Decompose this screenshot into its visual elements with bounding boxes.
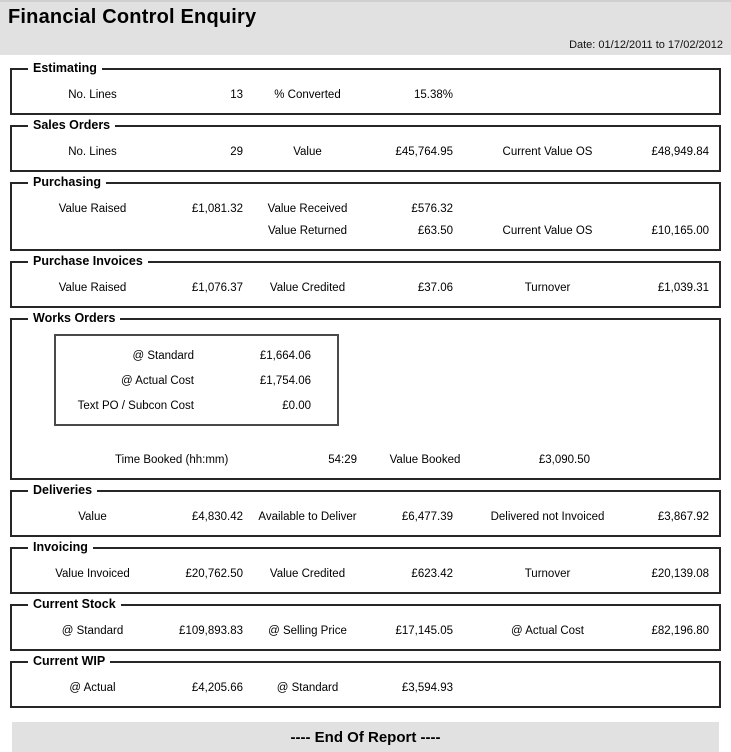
page-title: Financial Control Enquiry xyxy=(8,6,257,28)
purchasing-current-value-os-value: £10,165.00 xyxy=(651,225,709,237)
invoicing-value-invoiced-value: £20,762.50 xyxy=(185,568,243,580)
wo-actual-cost-value: £1,754.06 xyxy=(259,374,311,387)
wo-text-po-subcon-row xyxy=(56,393,337,418)
wo-text-po-subcon-label: Text PO / Subcon Cost xyxy=(77,399,194,412)
current-stock-row xyxy=(20,620,711,642)
stock-selling-price-value: £17,145.05 xyxy=(395,625,453,637)
section-invoicing-title: Invoicing xyxy=(28,540,93,554)
section-current-wip xyxy=(10,654,721,708)
section-current-stock xyxy=(10,597,721,651)
sales-current-value-os-value: £48,949.84 xyxy=(651,146,709,158)
estimating-no-lines-value: 13 xyxy=(230,89,243,101)
deliveries-value-label: Value xyxy=(78,511,107,523)
purchasing-row-1 xyxy=(20,198,711,220)
invoicing-turnover-label: Turnover xyxy=(524,568,571,580)
deliveries-available-label: Available to Deliver xyxy=(258,511,357,523)
report-body xyxy=(0,55,731,708)
section-estimating xyxy=(10,61,721,115)
invoicing-turnover-value: £20,139.08 xyxy=(651,568,709,580)
wo-standard-value: £1,664.06 xyxy=(259,349,311,362)
section-works-orders xyxy=(10,311,721,480)
deliveries-value-value: £4,830.42 xyxy=(191,511,243,523)
wo-standard-row xyxy=(56,343,337,368)
wo-value-booked-value: £3,090.50 xyxy=(538,454,590,466)
deliveries-not-invoiced-value: £3,867.92 xyxy=(657,511,709,523)
current-wip-row xyxy=(20,677,711,699)
wo-time-booked-value: 54:29 xyxy=(328,454,357,466)
header-band xyxy=(0,0,731,55)
pi-turnover-value: £1,039.31 xyxy=(657,282,709,294)
pi-value-credited-label: Value Credited xyxy=(269,282,346,294)
purchasing-value-received-label: Value Received xyxy=(267,203,348,215)
invoicing-value-invoiced-label: Value Invoiced xyxy=(55,568,130,580)
pi-value-credited-value: £37.06 xyxy=(417,282,453,294)
works-orders-time-row xyxy=(20,449,711,471)
wo-actual-cost-row xyxy=(56,368,337,393)
sales-no-lines-label: No. Lines xyxy=(68,146,117,158)
sales-value-label: Value xyxy=(293,146,322,158)
sales-no-lines-value: 29 xyxy=(230,146,243,158)
pi-turnover-label: Turnover xyxy=(524,282,571,294)
section-current-stock-title: Current Stock xyxy=(28,597,121,611)
wo-time-booked-label: Time Booked (hh:mm) xyxy=(115,454,229,466)
purchasing-value-received-value: £576.32 xyxy=(411,203,453,215)
wip-standard-value: £3,594.93 xyxy=(401,682,453,694)
sales-value-value: £45,764.95 xyxy=(395,146,453,158)
wo-standard-label: @ Standard xyxy=(132,349,194,362)
wip-actual-label: @ Actual xyxy=(69,682,116,694)
invoicing-value-credited-value: £623.42 xyxy=(411,568,453,580)
section-sales-orders xyxy=(10,118,721,172)
section-deliveries xyxy=(10,483,721,537)
end-of-report-text: ---- End Of Report ---- xyxy=(290,728,441,746)
deliveries-available-value: £6,477.39 xyxy=(401,511,453,523)
invoicing-value-credited-label: Value Credited xyxy=(269,568,346,580)
purchasing-value-raised-label: Value Raised xyxy=(58,203,127,215)
deliveries-row xyxy=(20,506,711,528)
estimating-pct-converted-value: 15.38% xyxy=(413,89,453,101)
end-of-report-band xyxy=(12,722,719,752)
purchasing-value-raised-value: £1,081.32 xyxy=(191,203,243,215)
invoicing-row xyxy=(20,563,711,585)
pi-value-raised-label: Value Raised xyxy=(58,282,127,294)
section-invoicing xyxy=(10,540,721,594)
section-purchase-invoices-title: Purchase Invoices xyxy=(28,254,148,268)
wo-actual-cost-label: @ Actual Cost xyxy=(120,374,194,387)
section-purchasing-title: Purchasing xyxy=(28,175,106,189)
purchasing-value-returned-value: £63.50 xyxy=(417,225,453,237)
stock-selling-price-label: @ Selling Price xyxy=(268,625,347,637)
wip-actual-value: £4,205.66 xyxy=(191,682,243,694)
works-orders-cost-box xyxy=(54,334,339,426)
wip-standard-label: @ Standard xyxy=(276,682,339,694)
stock-actual-cost-value: £82,196.80 xyxy=(651,625,709,637)
purchasing-row-2 xyxy=(20,220,711,242)
stock-standard-value: £109,893.83 xyxy=(179,625,243,637)
section-current-wip-title: Current WIP xyxy=(28,654,110,668)
estimating-no-lines-label: No. Lines xyxy=(68,89,117,101)
sales-orders-row xyxy=(20,141,711,163)
purchase-invoices-row xyxy=(20,277,711,299)
date-range-label: Date: 01/12/2011 to 17/02/2012 xyxy=(569,39,723,51)
section-purchasing xyxy=(10,175,721,251)
estimating-row xyxy=(20,84,711,106)
stock-actual-cost-label: @ Actual Cost xyxy=(510,625,585,637)
section-estimating-title: Estimating xyxy=(28,61,102,75)
stock-standard-label: @ Standard xyxy=(61,625,124,637)
purchasing-value-returned-label: Value Returned xyxy=(267,225,348,237)
section-purchase-invoices xyxy=(10,254,721,308)
pi-value-raised-value: £1,076.37 xyxy=(191,282,243,294)
purchasing-current-value-os-label: Current Value OS xyxy=(502,225,593,237)
wo-value-booked-label: Value Booked xyxy=(389,454,461,466)
section-deliveries-title: Deliveries xyxy=(28,483,97,497)
deliveries-not-invoiced-label: Delivered not Invoiced xyxy=(490,511,605,523)
estimating-pct-converted-label: % Converted xyxy=(274,89,341,101)
section-works-orders-title: Works Orders xyxy=(28,311,120,325)
section-sales-orders-title: Sales Orders xyxy=(28,118,115,132)
sales-current-value-os-label: Current Value OS xyxy=(502,146,593,158)
wo-text-po-subcon-value: £0.00 xyxy=(282,399,311,412)
